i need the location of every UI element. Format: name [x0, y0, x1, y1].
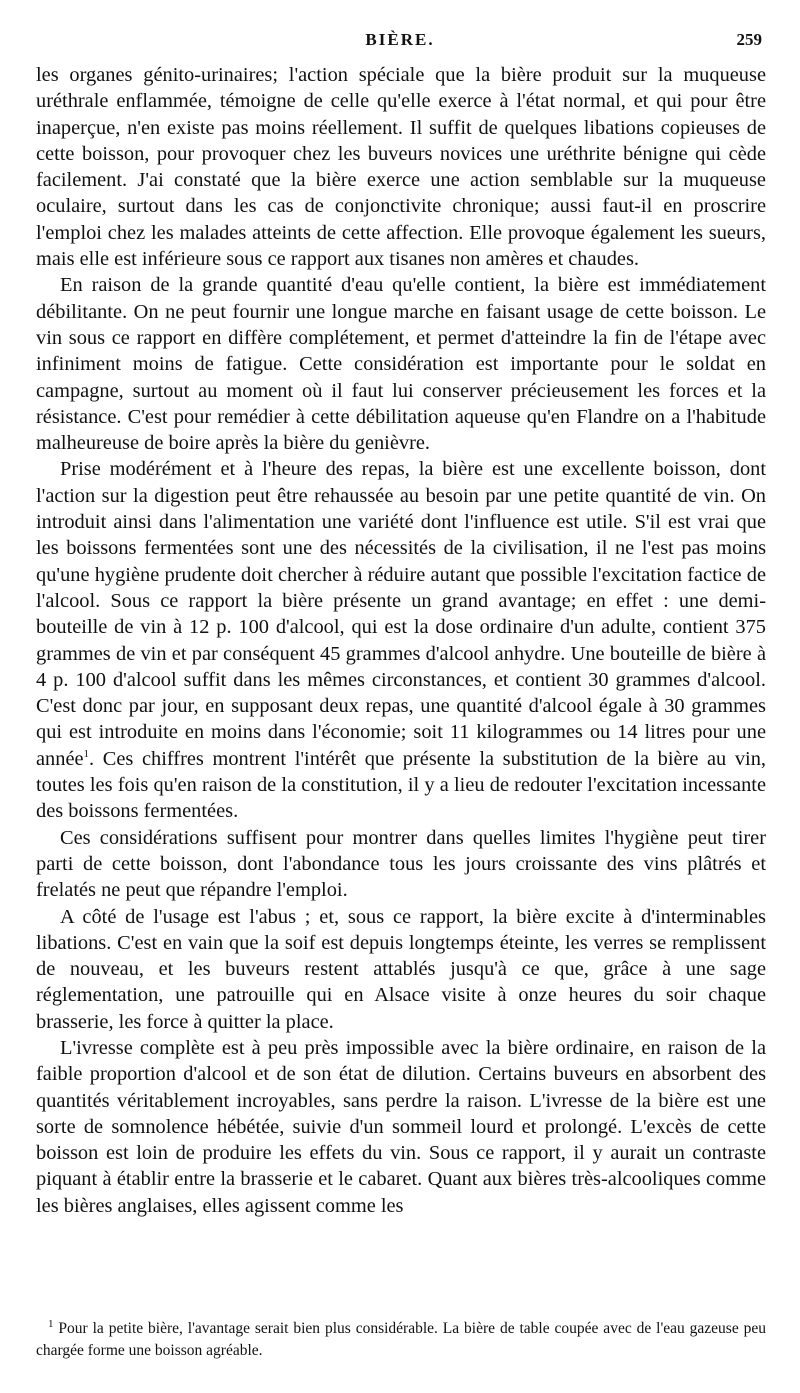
footnote-text [36, 1318, 766, 1362]
footnote-body: Pour la petite bière, l'avantage serait bien plus considérable. La bière de table coupée avec de l'eau gazeuse peu chargée forme une boisson agréable. [36, 1320, 766, 1359]
running-head [0, 30, 800, 58]
footnote [36, 1318, 766, 1362]
footnote-reference: 1 [83, 747, 90, 760]
paragraph-continuation: les organes génito-urinaires; l'action spéciale que la bière produit sur la muqueuse uréthrale enflammée, témoigne de celle qu'elle exerce à l'état normal, et qui pour être inaperçue, n'en existe pas moins réellement. Il suffit de quelques libations copieuses de cette boisson, pour provoquer chez les buveurs novices une uréthrite bénigne qui cède facilement. J'ai constaté que la bière exerce une action semblable sur la muqueuse oculaire, surtout dans les cas de conjonctivite chronique; aussi faut-il en proscrire l'emploi chez les malades atteints de cette affection. Elle provoque également les sueurs, mais elle est inférieure sous ce rapport aux tisanes non amères et chaudes. [36, 64, 766, 271]
paragraph-considerations: Ces considérations suffisent pour montrer dans quelles limites l'hygiène peut tirer parti de cette boisson, dont l'abondance tous les jours croissante des vins plâtrés et frelatés ne peut que répandre l'emploi. [36, 826, 766, 902]
paragraph-moderation-text: Prise modérément et à l'heure des repas, la bière est une excellente boisson, dont l'action sur la digestion peut être rehaussée au besoin par une petite quantité de vin. On introduit ainsi dans l'alimentation une variété dont l'influence est utile. S'il est vrai que les boissons fermentées sont une des nécessités de la civilisation, il ne l'est pas moins qu'une hygiène prudente doit chercher à réduire autant que possible l'excitation factice de l'alcool. Sous ce rapport la bière présente un grand avantage; en effet : une demi-bouteille de vin à 12 p. 100 d'alcool, qui est la dose ordinaire d'un adulte, contient 375 grammes de vin et par conséquent 45 grammes d'alcool anhydre. Une bouteille de bière à 4 p. 100 d'alcool suffit dans les mêmes circonstances, et contient 30 grammes d'alcool. C'est donc par jour, en supposant deux repas, une quantité d'alcool égale à 30 grammes qui est introduite en moins dans l'économie; soit 11 kilogrammes ou 14 litres pour une année [36, 458, 766, 770]
paragraph-moderation-tail: . Ces chiffres montrent l'intérêt que présente la substitution de la bière au vin, toutes les fois qu'en raison de la constitution, il y a lieu de redouter l'excitation incessante des boissons fermentées. [36, 747, 766, 823]
page-number: 259 [736, 30, 762, 49]
paragraph-moderation [36, 456, 766, 824]
body-text [36, 62, 766, 1219]
paragraph-abus: A côté de l'usage est l'abus ; et, sous ce rapport, la bière excite à d'interminables libations. C'est en vain que la soif est depuis longtemps éteinte, les verres se remplissent de nouveau, et les buveurs restent attablés jusqu'à ce que, grâce à une sage réglementation, une patrouille qui en Alsace visite à onze heures du soir chaque brasserie, les force à quitter la place. [36, 905, 766, 1033]
paragraph-debilitante: En raison de la grande quantité d'eau qu'elle contient, la bière est immédiatement débilitante. On ne peut fournir une longue marche en faisant usage de cette boisson. Le vin sous ce rapport en diffère complétement, et permet d'atteindre la fin de l'étape avec infiniment moins de fatigue. Cette considération est importante pour le soldat en campagne, surtout au moment où il faut lui conserver précieusement les forces et la résistance. C'est pour remédier à cette débilitation aqueuse qu'en Flandre on a l'habitude malheureuse de boire après la bière du genièvre. [36, 274, 766, 455]
paragraph-ivresse: L'ivresse complète est à peu près impossible avec la bière ordinaire, en raison de la faible proportion d'alcool et de son état de dilution. Certains buveurs en absorbent des quantités véritablement incroyables, sans perdre la raison. L'ivresse de la bière est une sorte de somnolence hébétée, suivie d'un sommeil lourd et prolongé. L'excès de cette boisson est loin de produire les effets du vin. Sous ce rapport, il y aurait un contraste piquant à établir entre la brasserie et le cabaret. Quant aux bières très-alcooliques comme les bières anglaises, elles agissent comme les [36, 1036, 766, 1217]
footnote-marker: 1 [48, 1317, 54, 1330]
running-title: BIÈRE. [365, 30, 435, 49]
